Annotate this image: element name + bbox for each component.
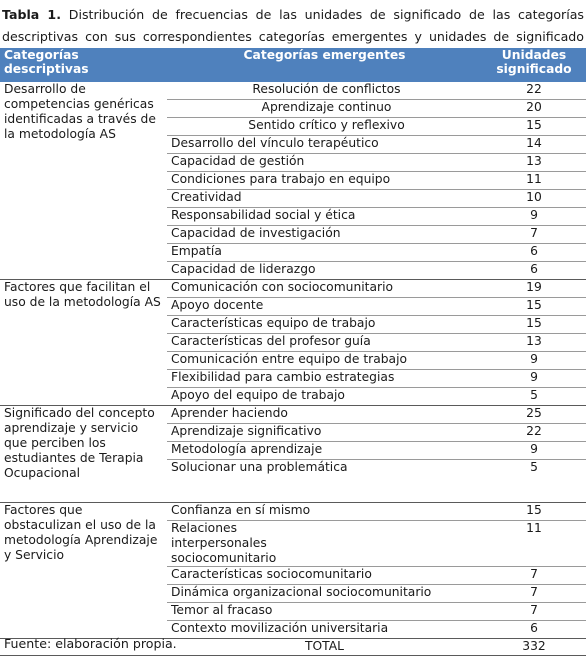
emergent-category-cell: Sentido crítico y reflexivo (167, 118, 482, 136)
table-row (0, 406, 586, 424)
emergent-category-cell: Solucionar una problemática (167, 460, 482, 503)
units-cell: 25 (482, 406, 586, 424)
emergent-category-cell: Flexibilidad para cambio estrategias (167, 370, 482, 388)
emergent-category-cell: Capacidad de gestión (167, 154, 482, 172)
total-label: TOTAL (167, 639, 482, 656)
units-cell: 5 (482, 460, 586, 503)
units-cell: 7 (482, 603, 586, 621)
units-cell: 15 (482, 298, 586, 316)
emergent-category-cell: Creatividad (167, 190, 482, 208)
emergent-category-cell: Capacidad de liderazgo (167, 262, 482, 280)
emergent-category-cell: Apoyo del equipo de trabajo (167, 388, 482, 406)
emergent-category-cell: Empatía (167, 244, 482, 262)
emergent-category-cell: Comunicación con sociocomunitario (167, 280, 482, 298)
emergent-category-cell: Apoyo docente (167, 298, 482, 316)
caption-line-2: descriptivas con sus correspondientes categorías emergentes y unidades de significado (2, 29, 584, 44)
emergent-category-cell: Resolución de conflictos (167, 82, 482, 100)
units-cell: 19 (482, 280, 586, 298)
caption-text-1: Distribución de frecuencias de las unidades de significado de las categorías (68, 7, 584, 22)
header-descriptive-categories: Categorías descriptivas (0, 48, 167, 82)
emergent-category-cell: Contexto movilización universitaria (167, 621, 482, 639)
caption-label: Tabla 1. (2, 7, 61, 22)
emergent-category-cell: Características sociocomunitario (167, 567, 482, 585)
emergent-category-cell: Aprendizaje significativo (167, 424, 482, 442)
units-cell: 13 (482, 334, 586, 352)
emergent-category-cell: Aprender haciendo (167, 406, 482, 424)
emergent-category-cell: Características del profesor guía (167, 334, 482, 352)
units-cell: 9 (482, 208, 586, 226)
header-units-of-meaning: Unidades significado (482, 48, 586, 82)
emergent-category-cell: Responsabilidad social y ética (167, 208, 482, 226)
units-cell: 5 (482, 388, 586, 406)
units-cell: 9 (482, 370, 586, 388)
descriptive-category-cell: Factores que facilitan el uso de la metodología AS (0, 280, 167, 406)
emergent-category-cell: Capacidad de investigación (167, 226, 482, 244)
descriptive-category-cell: Significado del concepto aprendizaje y servicio que perciben los estudiantes de Terapia Ocupacional (0, 406, 167, 503)
units-cell: 14 (482, 136, 586, 154)
emergent-category-cell: Características equipo de trabajo (167, 316, 482, 334)
table-row (0, 82, 586, 100)
descriptive-category-cell: Desarrollo de competencias genéricas identificadas a través de la metodología AS (0, 82, 167, 280)
emergent-category-cell: Relaciones interpersonales sociocomunitario (167, 521, 482, 567)
emergent-category-cell: Condiciones para trabajo en equipo (167, 172, 482, 190)
units-cell: 6 (482, 244, 586, 262)
table-header-row (0, 48, 586, 82)
caption-line-1 (2, 4, 584, 26)
units-cell: 22 (482, 424, 586, 442)
units-cell: 9 (482, 442, 586, 460)
units-cell: 13 (482, 154, 586, 172)
emergent-category-cell: Confianza en sí mismo (167, 503, 482, 521)
units-cell: 15 (482, 118, 586, 136)
table-source-note: Fuente: elaboración propia. (4, 636, 177, 651)
units-cell: 15 (482, 503, 586, 521)
units-cell: 11 (482, 172, 586, 190)
emergent-category-cell: Comunicación entre equipo de trabajo (167, 352, 482, 370)
emergent-category-cell: Aprendizaje continuo (167, 100, 482, 118)
frequency-table (0, 48, 586, 656)
units-cell: 15 (482, 316, 586, 334)
units-cell: 22 (482, 82, 586, 100)
table-caption (2, 4, 584, 48)
units-cell: 7 (482, 585, 586, 603)
units-cell: 10 (482, 190, 586, 208)
emergent-category-cell: Temor al fracaso (167, 603, 482, 621)
total-value: 332 (482, 639, 586, 656)
units-cell: 6 (482, 621, 586, 639)
units-cell: 9 (482, 352, 586, 370)
units-cell: 7 (482, 567, 586, 585)
units-cell: 6 (482, 262, 586, 280)
units-cell: 11 (482, 521, 586, 567)
descriptive-category-cell: Factores que obstaculizan el uso de la metodología Aprendizaje y Servicio (0, 503, 167, 639)
emergent-category-cell: Metodología aprendizaje (167, 442, 482, 460)
emergent-category-cell: Dinámica organizacional sociocomunitario (167, 585, 482, 603)
table-row (0, 280, 586, 298)
table-row (0, 503, 586, 521)
header-emergent-categories: Categorías emergentes (167, 48, 482, 82)
units-cell: 7 (482, 226, 586, 244)
units-cell: 20 (482, 100, 586, 118)
emergent-category-cell: Desarrollo del vínculo terapéutico (167, 136, 482, 154)
